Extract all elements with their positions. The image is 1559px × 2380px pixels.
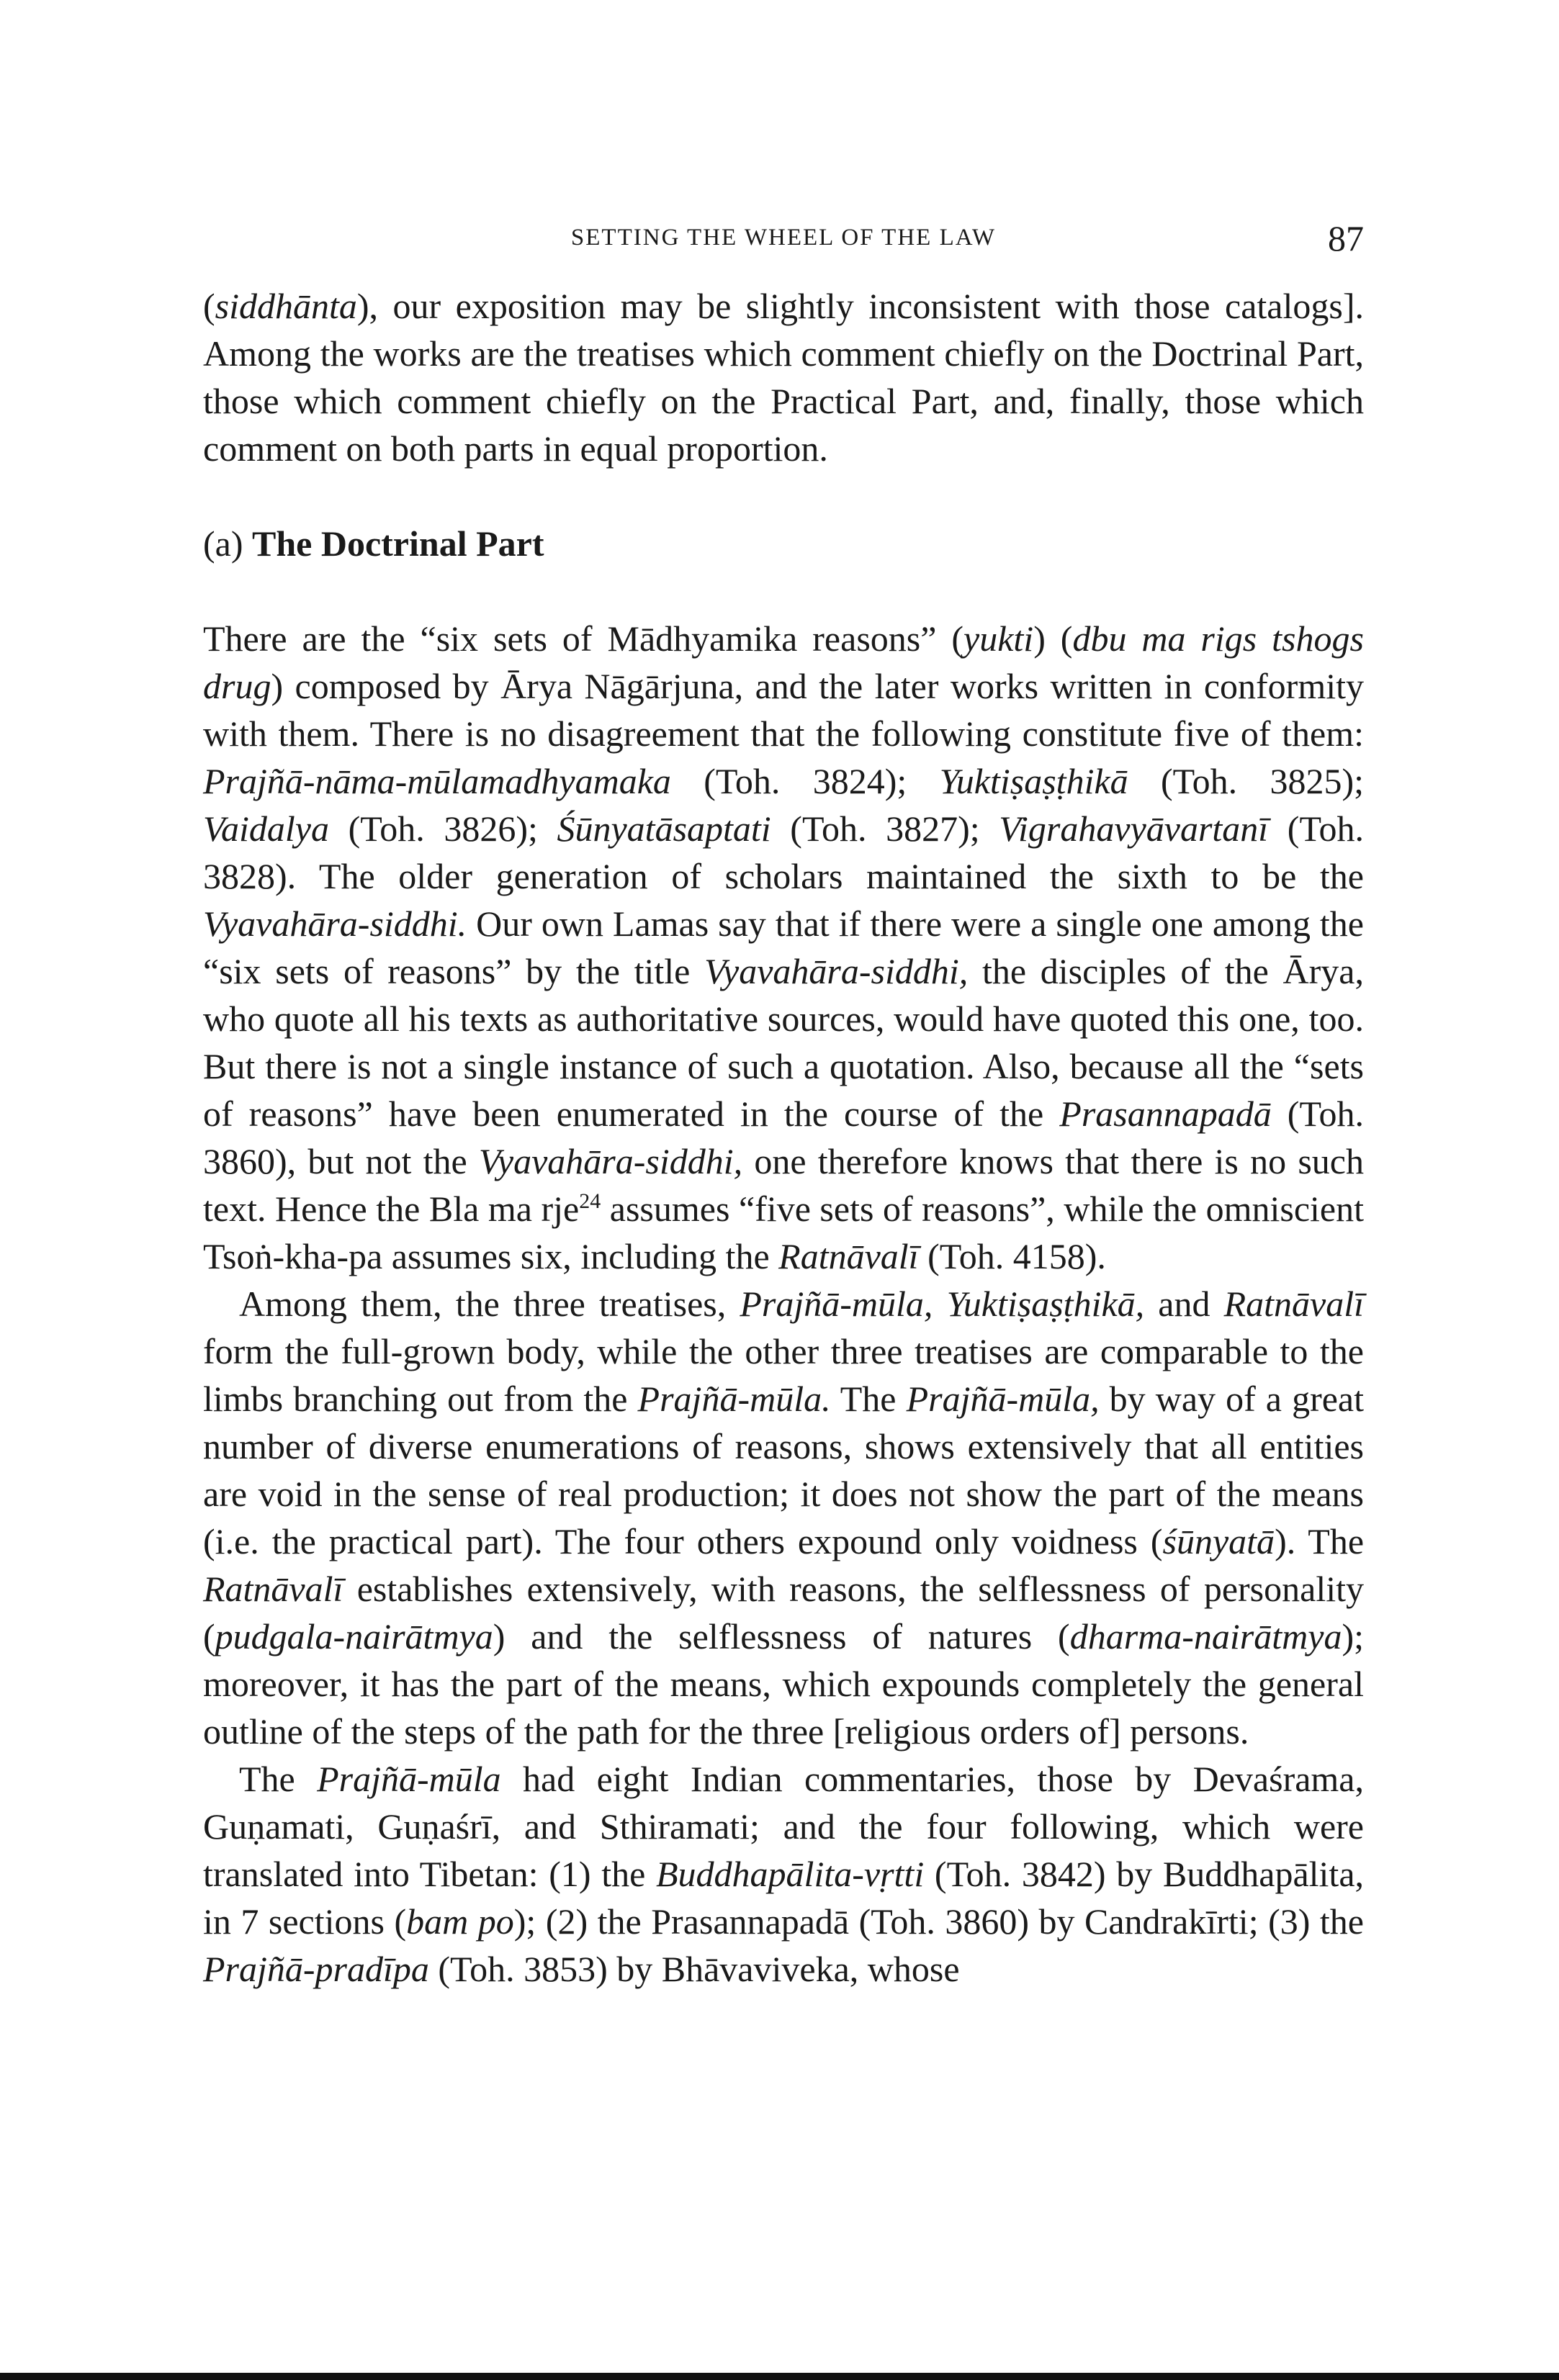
running-head (203, 217, 1364, 268)
page-number: 87 (1328, 218, 1364, 258)
section-heading (203, 520, 1364, 567)
running-title: SETTING THE WHEEL OF THE LAW (570, 225, 997, 251)
body-text (203, 282, 1364, 1993)
paragraph-commentaries: The Prajñā-mūla had eight Indian commentaries, those by Devaśrama, Guṇamati, Guṇaśrī, and Sthiramati; and the four following, which were translated into Tibetan: (1) the Buddhapālita-vṛtti (Toh. 3842) by Buddhapālita, in 7 sections (bam po); (2) the Prasannapadā (Toh. 3860) by Candrakīrti; (3) the Prajñā-pradīpa (Toh. 3853) by Bhāvaviveka, whose (203, 1759, 1365, 1989)
paragraph-six-sets: There are the “six sets of Mādhyamika reasons” (yukti) (dbu ma rigs tshogs drug) composed by Ārya Nāgārjuna, and the later works written in conformity with them. There is no disagreement that the following constitute five of them: Prajñā-nāma-mūlamadhyamaka (Toh. 3824); Yuktiṣaṣṭhikā (Toh. 3825); Vaidalya (Toh. 3826); Śūnyatāsaptati (Toh. 3827); Vigrahavyāvartanī (Toh. 3828). The older generation of scholars maintained the sixth to be the Vyavahāra-siddhi. Our own Lamas say that if there were a single one among the “six sets of reasons” by the title Vyavahāra-siddhi, the disciples of the Ārya, who quote all his texts as authoritative sources, would have quoted this one, too. But there is not a single instance of such a quotation. Also, because all the “sets of reasons” have been enumerated in the course of the Prasannapadā (Toh. 3860), but not the Vyavahāra-siddhi, one therefore knows that there is no such text. Hence the Bla ma rje$^{24}$ assumes “five sets of reasons”, while the omniscient Tsoṅ-kha-pa assumes six, including the Ratnāvalī (Toh. 4158). (203, 618, 1365, 1276)
footnote-marker: 24 (579, 1189, 601, 1213)
scan-edge (0, 2373, 1559, 2380)
paragraph-treatises: Among them, the three treatises, Prajñā-mūla, Yuktiṣaṣṭhikā, and Ratnāvalī form the full-grown body, while the other three treatises are comparable to the limbs branching out from the Prajñā-mūla. The Prajñā-mūla, by way of a great number of diverse enumerations of reasons, shows extensively that all entities are void in the sense of real production; it does not show the part of the means (i.e. the practical part). The four others expound only voidness (śūnyatā). The Ratnāvalī establishes extensively, with reasons, the selflessness of personality (pudgala-nairātmya) and the selflessness of natures (dharma-nairātmya); moreover, it has the part of the means, which expounds completely the general outline of the steps of the path for the three [religious orders of] persons. (203, 1284, 1365, 1752)
section-title: The Doctrinal Part (252, 523, 544, 564)
paragraph-continuation: (siddhānta), our exposition may be slightly inconsistent with those catalogs]. Among the works are the treatises which comment chiefly on the Doctrinal Part, those which comment chiefly on the Practical Part, and, finally, those which comment on both parts in equal proportion. (203, 286, 1364, 469)
section-label: (a) (203, 523, 243, 564)
